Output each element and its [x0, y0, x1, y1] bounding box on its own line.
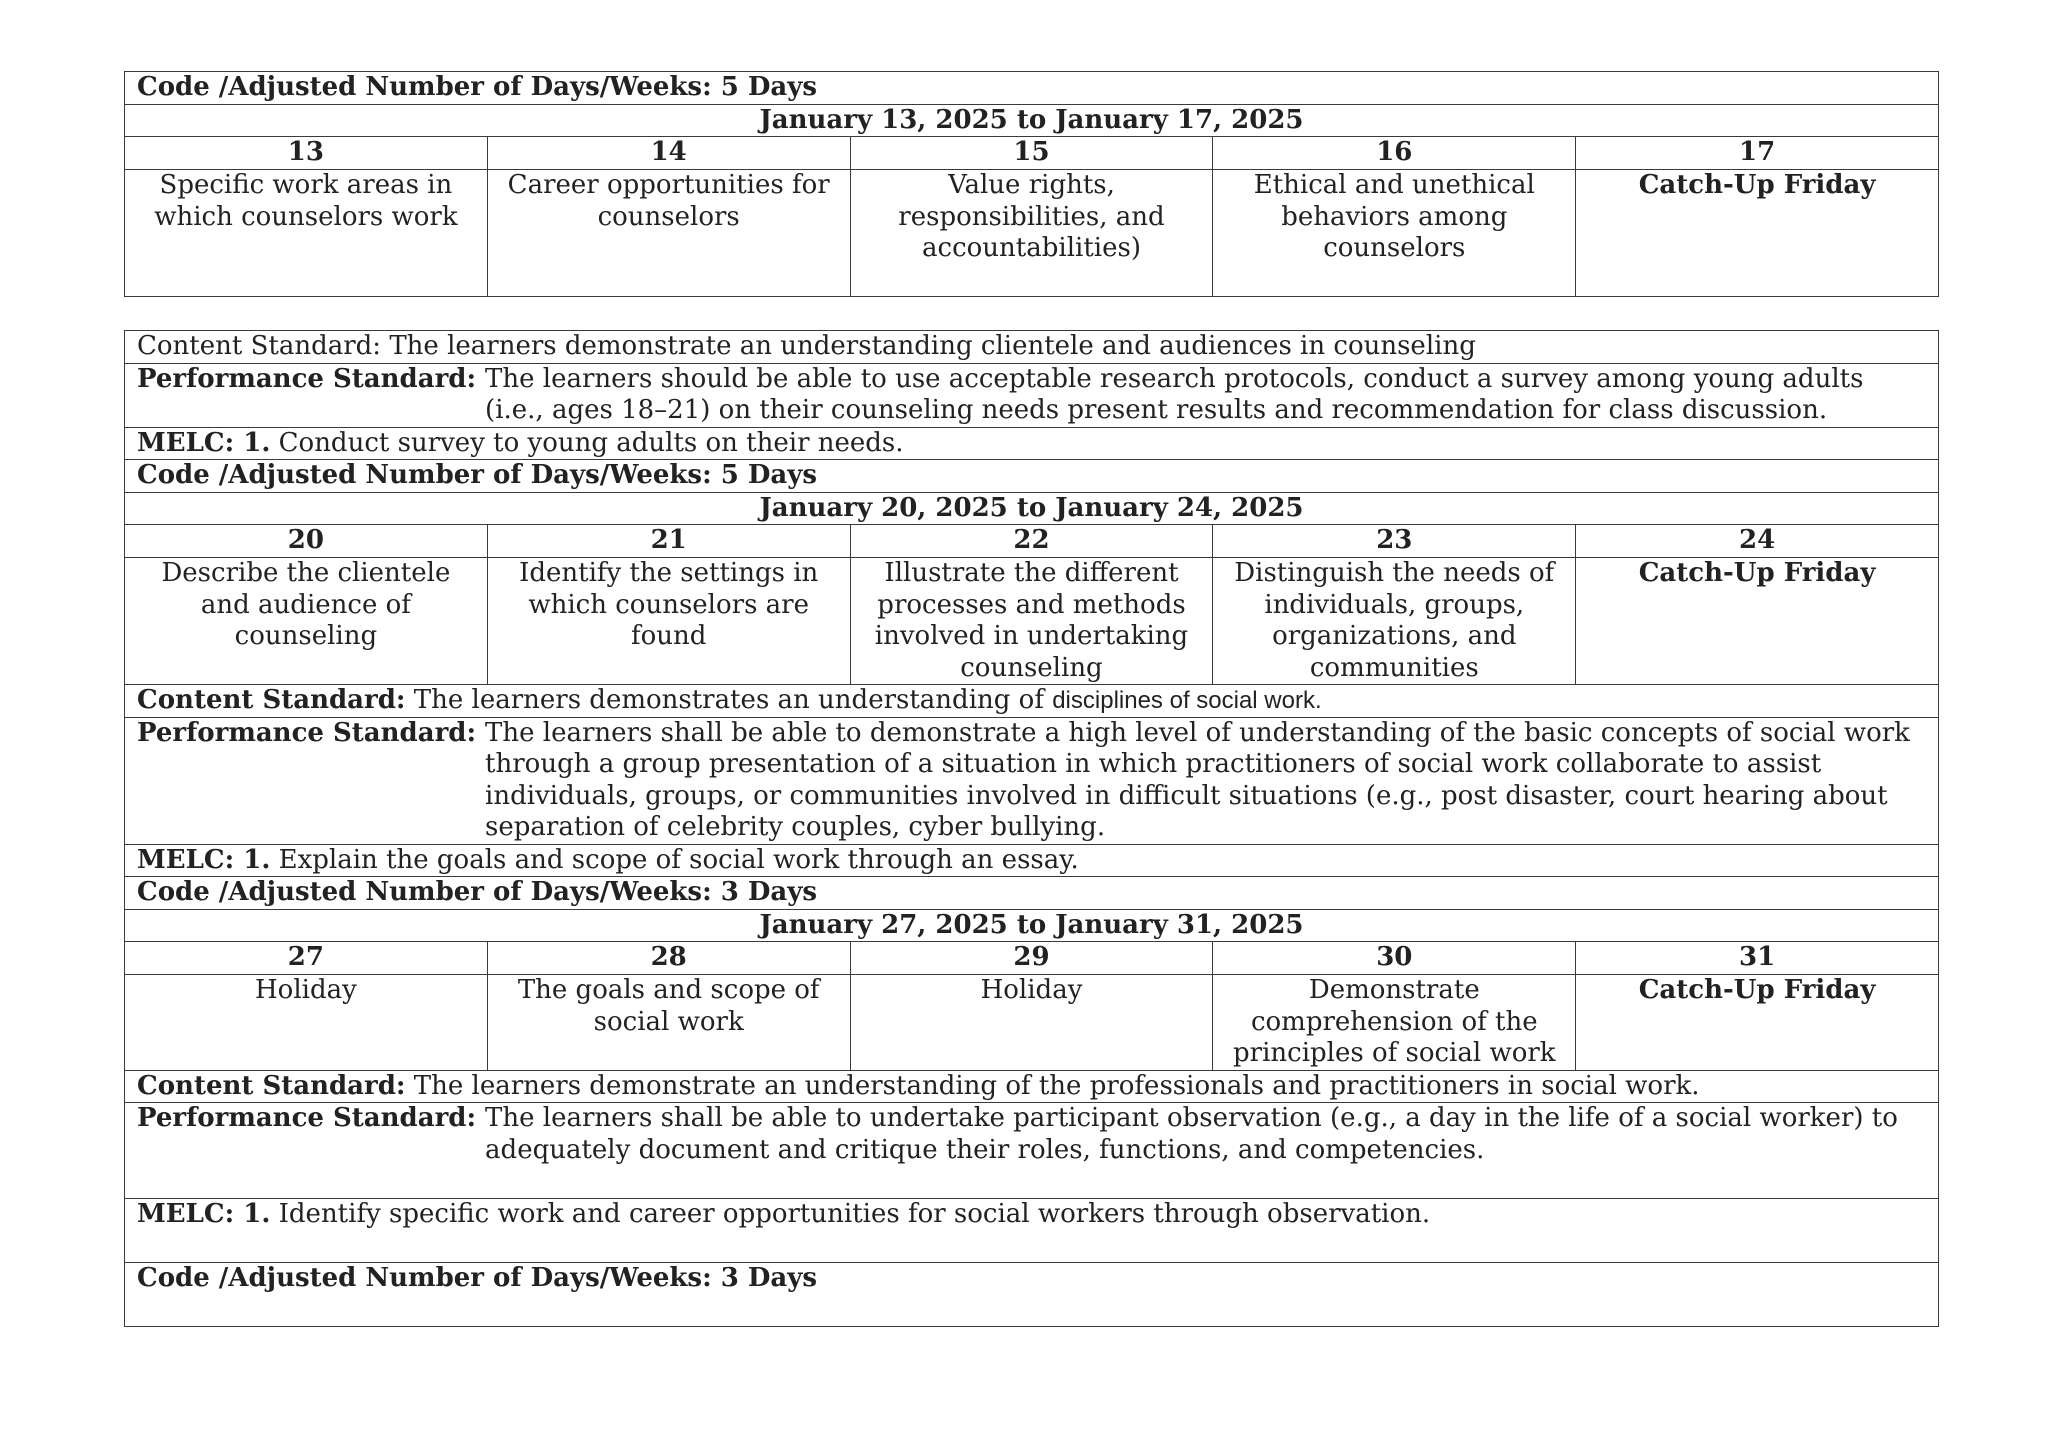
content-standard: [125, 1070, 1939, 1103]
day-number-row: [125, 942, 1939, 975]
content-standard-text: The learners demonstrate an understanding of the professionals and practitioners in social work.: [413, 1070, 1700, 1101]
performance-standard-text: The learners shall be able to demonstrate a high level of understanding of the basic concepts of social work through a group presentation of a situation in which practitioners of social work collaborate to assist individuals, groups, or communities involved in difficult situations (e.g., post disaster, court hearing about separation of celebrity couples, cyber bullying.: [485, 717, 1910, 842]
day-number: 31: [1576, 942, 1939, 975]
day-topic: Catch-Up Friday: [1576, 558, 1939, 685]
day-topic: Specific work areas in which counselors work: [125, 170, 488, 297]
melc: [125, 844, 1939, 877]
content-standard-label: Content Standard:: [137, 685, 406, 715]
code-cell: [125, 1263, 1939, 1327]
date-range: January 27, 2025 to January 31, 2025: [125, 909, 1939, 942]
performance-standard: [125, 717, 1939, 844]
day-topic: Career opportunities for counselors: [487, 170, 850, 297]
content-standard-text-tail: disciplines of social work.: [1052, 687, 1322, 714]
day-number: 22: [850, 525, 1213, 558]
code-row: [125, 1263, 1939, 1327]
day-number: 14: [487, 137, 850, 170]
day-number: 13: [125, 137, 488, 170]
day-number: 28: [487, 942, 850, 975]
day-topic: The goals and scope of social work: [487, 975, 850, 1071]
content-standard-text: The learners demonstrates an understanding of: [413, 685, 1053, 715]
code-label: Code /Adjusted Number of Days/Weeks:: [137, 877, 712, 907]
code-value: 3 Days: [720, 877, 818, 907]
topic-row: [125, 558, 1939, 685]
code-value: 3 Days: [720, 1263, 818, 1293]
performance-standard-label: Performance Standard:: [137, 717, 477, 748]
performance-standard-row: [125, 1103, 1939, 1199]
melc-label: MELC: 1.: [137, 844, 271, 875]
performance-standard-row: [125, 717, 1939, 844]
day-number: 27: [125, 942, 488, 975]
code-label: Code /Adjusted Number of Days/Weeks:: [137, 460, 712, 490]
code-value: 5 Days: [720, 460, 818, 490]
melc-row: [125, 427, 1939, 460]
code-label: Code /Adjusted Number of Days/Weeks:: [137, 1263, 712, 1293]
content-standard-row: [125, 685, 1939, 718]
content-standard: [125, 685, 1939, 718]
date-range: January 13, 2025 to January 17, 2025: [125, 104, 1939, 137]
day-number: 23: [1213, 525, 1576, 558]
content-standard-row: [125, 331, 1939, 364]
melc-row: [125, 844, 1939, 877]
day-topic: Illustrate the different processes and methods involved in undertaking counseling: [850, 558, 1213, 685]
melc-label: MELC: 1.: [137, 1199, 271, 1229]
code-label: Code /Adjusted Number of Days/Weeks:: [137, 72, 712, 102]
week-plan-table-1: [124, 71, 1939, 297]
day-number: 16: [1213, 137, 1576, 170]
day-number: 20: [125, 525, 488, 558]
day-topic: Identify the settings in which counselors are found: [487, 558, 850, 685]
day-number-row: [125, 525, 1939, 558]
day-topic: Catch-Up Friday: [1576, 170, 1939, 297]
performance-standard-text: The learners should be able to use acceptable research protocols, conduct a survey among young adults (i.e., ages 18–21) on their counseling needs present results and recommendation for class discussion.: [485, 363, 1864, 425]
melc: [125, 427, 1939, 460]
melc-row: [125, 1199, 1939, 1263]
performance-standard-row: [125, 363, 1939, 427]
date-range-row: [125, 909, 1939, 942]
day-number: 15: [850, 137, 1213, 170]
day-topic: Holiday: [125, 975, 488, 1071]
performance-standard-text: The learners shall be able to undertake participant observation (e.g., a day in the life of a social worker) to adequately document and critique their roles, functions, and competencies.: [485, 1103, 1898, 1165]
day-topic: Value rights, responsibilities, and accountabilities): [850, 170, 1213, 297]
melc-text: Identify specific work and career opportunities for social workers through observation.: [278, 1199, 1431, 1229]
code-cell: [125, 877, 1939, 910]
day-topic: Distinguish the needs of individuals, groups, organizations, and communities: [1213, 558, 1576, 685]
date-range-row: [125, 492, 1939, 525]
performance-standard-label: Performance Standard:: [137, 1103, 477, 1133]
melc-label: MELC: 1.: [137, 427, 271, 458]
performance-standard: [125, 363, 1939, 427]
day-number: 30: [1213, 942, 1576, 975]
day-topic: Demonstrate comprehension of the principles of social work: [1213, 975, 1576, 1071]
code-row: [125, 72, 1939, 105]
day-topic: Holiday: [850, 975, 1213, 1071]
melc-text: Conduct survey to young adults on their needs.: [278, 427, 904, 458]
content-standard-row: [125, 1070, 1939, 1103]
topic-row: [125, 975, 1939, 1071]
topic-row: [125, 170, 1939, 297]
day-number: 24: [1576, 525, 1939, 558]
melc: [125, 1199, 1939, 1263]
performance-standard: [125, 1103, 1939, 1199]
day-number: 29: [850, 942, 1213, 975]
code-cell: [125, 460, 1939, 493]
code-row: [125, 460, 1939, 493]
melc-text: Explain the goals and scope of social work through an essay.: [278, 844, 1079, 875]
week-plan-table-2: [124, 330, 1939, 1327]
day-topic: Describe the clientele and audience of counseling: [125, 558, 488, 685]
day-number: 17: [1576, 137, 1939, 170]
content-standard-label: Content Standard:: [137, 1070, 406, 1101]
code-cell: [125, 72, 1939, 105]
code-value: 5 Days: [720, 72, 818, 102]
day-topic: Catch-Up Friday: [1576, 975, 1939, 1071]
date-range-row: [125, 104, 1939, 137]
day-topic: Ethical and unethical behaviors among counselors: [1213, 170, 1576, 297]
date-range: January 20, 2025 to January 24, 2025: [125, 492, 1939, 525]
performance-standard-label: Performance Standard:: [137, 363, 477, 394]
code-row: [125, 877, 1939, 910]
day-number: 21: [487, 525, 850, 558]
day-number-row: [125, 137, 1939, 170]
content-standard: Content Standard: The learners demonstrate an understanding clientele and audiences in counseling: [125, 331, 1939, 364]
